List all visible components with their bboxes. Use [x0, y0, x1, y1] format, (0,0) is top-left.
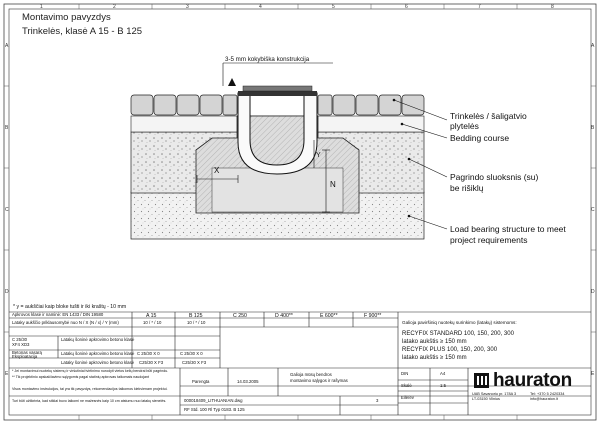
grid-col-1: 1	[40, 4, 43, 10]
grid-col-3: 3	[186, 4, 189, 10]
grid-row-a-right: A	[591, 43, 595, 49]
callout-base-2: be rišiklų	[450, 183, 484, 193]
callout-top-gap: 3-5 mm kokybiška konstrukcija	[225, 56, 310, 63]
row-summer-b: Eksploatacija	[12, 354, 38, 359]
drawing-ref: RF Std. 100 Rl Typ 0183. B 125	[184, 407, 245, 412]
class-d400: D 400**	[275, 313, 293, 319]
right-head: Galioja paviršiniq nuotekų surinkimo (latakų) sistemoms:	[402, 320, 517, 325]
dim-y: Y	[316, 152, 321, 159]
grid-row-b-right: B	[591, 125, 595, 131]
right-line-4: latako aukštis ≥ 150 mm	[402, 355, 467, 361]
callout-bedding: Bedding course	[450, 133, 510, 143]
pavers-right	[318, 95, 424, 115]
concrete-bed	[212, 168, 343, 212]
concrete-a15: C 25/30 X 0	[137, 351, 160, 356]
scale-value: 1:5	[440, 383, 446, 388]
din-value: A4	[440, 371, 446, 376]
grid-row-c: C	[5, 207, 9, 213]
class-b125: B 125	[189, 313, 203, 319]
row-concrete-b: XF4 XD3	[12, 342, 30, 347]
grid-row-e-right: E	[591, 371, 595, 377]
exp-b125: C25/30 X F3	[182, 360, 207, 365]
class-e600: E 600**	[320, 313, 338, 319]
nx-b125: 10 / * / 10	[187, 320, 206, 325]
date-value: 14.03.2005	[237, 379, 259, 384]
right-line-3: RECYFIX PLUS 100, 150, 200, 300	[402, 347, 498, 353]
grid-row-c-right: C	[591, 207, 595, 213]
date-label: Parengta	[192, 379, 210, 384]
drawing-ref-num: 3	[376, 398, 379, 403]
file-name: 000018409_LITHUANIAN.dwg	[184, 398, 243, 403]
grid-col-8: 8	[551, 4, 554, 10]
grid-row-b: B	[5, 125, 9, 131]
grid-row-d: D	[5, 289, 9, 295]
row-summer-c: Latakų šoninė apkrovimo betono klasė	[61, 351, 135, 356]
right-line-1: RECYFIX STANDARD 100, 150, 200, 300	[402, 331, 514, 337]
validity-2: montavimo sąlygos ir rašymas	[290, 378, 348, 383]
hauraton-logo-mark	[474, 373, 489, 388]
dim-x: X	[214, 166, 220, 175]
din-label: DIN	[401, 371, 409, 376]
grating-top	[243, 86, 312, 91]
company-logo: hauraton	[493, 370, 572, 391]
top-arrow	[228, 78, 236, 86]
concrete-b125: C 25/30 X 0	[180, 351, 203, 356]
row-load-class-label: Apkrovos klasė ir naminė: EN 1433 / DIN 19580	[12, 312, 104, 317]
row-nx-label: Lataky aukščio priklausomybė nuo N / X (N / x) / Y (mm)	[12, 320, 119, 325]
grid-col-2: 2	[113, 4, 116, 10]
row-concrete-a: C 25/30	[12, 337, 28, 342]
class-c250: C 250	[233, 313, 247, 319]
callout-paving-2: plytelės	[450, 121, 479, 131]
address-2: LT-03150 Vilnius	[472, 397, 500, 401]
dim-n: N	[330, 180, 336, 189]
grid-row-a: A	[5, 43, 9, 49]
phone: Tel: +370 5 2420334	[530, 392, 565, 396]
note-3: Visos montavimo instrukcijos, tai yra tik pavyzdys, rekomendacijos taikomos kiekvienam projektui.	[12, 387, 168, 391]
lang-label: Eilė/ev	[401, 395, 414, 400]
nx-a15: 10 / * / 10	[143, 320, 162, 325]
grid-col-5: 5	[332, 4, 335, 10]
exp-a15: C25/30 X F3	[139, 360, 164, 365]
grid-row-e: E	[5, 371, 9, 377]
callout-paving-1: Trinkelės / šaligatvio	[450, 111, 527, 121]
footnote: * y = aukščiai kaip bloke tušti ir iki kraštų - 10 mm	[13, 304, 127, 310]
scale-label: Skalė	[401, 383, 412, 388]
title-line-2: Trinkelės, klasė A 15 - B 125	[22, 26, 143, 37]
right-line-2: latako aukštis ≥ 150 mm	[402, 339, 467, 345]
title-line-1: Montavimo pavyzdys	[22, 12, 111, 23]
validity-1: Galioja mūsų bendros	[290, 372, 332, 377]
pavers-left	[131, 95, 237, 115]
note-4: Turi būti užtikrinta, kad stiklai buvo laikomi ne mažesnės kaip 10 cm atstumu nuo latakų sienelės.	[12, 399, 167, 403]
note-1: * Jei montavimui nuotekų sistemų ir viršutiniai tvirtinimo nurodyti vietos kelių bendrai būti pagrindu.	[12, 369, 169, 373]
grid-col-6: 6	[405, 4, 408, 10]
grid-col-7: 7	[478, 4, 481, 10]
callout-load-2: project requirements	[450, 235, 528, 245]
class-a15: A 15	[146, 313, 157, 319]
callout-load-1: Load bearing structure to meet	[450, 224, 566, 234]
note-2: ** Tik projektinio apskaičiavimo sąlygomis pagal statinių apkrovas taikomais naudojant	[12, 375, 150, 379]
row-concrete-c: Latakų šoninė apkrovimo betono klasė	[61, 337, 135, 342]
row-summer-a: Betonas vasarą	[12, 350, 42, 355]
grid-col-4: 4	[259, 4, 262, 10]
address-1: UAB Savanoriu pr. 178A 3	[472, 392, 517, 396]
grid-row-d-right: D	[591, 289, 595, 295]
row-exp-c: Lataky šoninė apkrovimo betono klasė	[61, 360, 135, 365]
class-f900: F 900**	[364, 313, 382, 319]
grating	[238, 91, 317, 96]
email: info@hauraton.lt	[530, 397, 558, 401]
callout-base-1: Pagrindo sluoksnis (su)	[450, 172, 539, 182]
